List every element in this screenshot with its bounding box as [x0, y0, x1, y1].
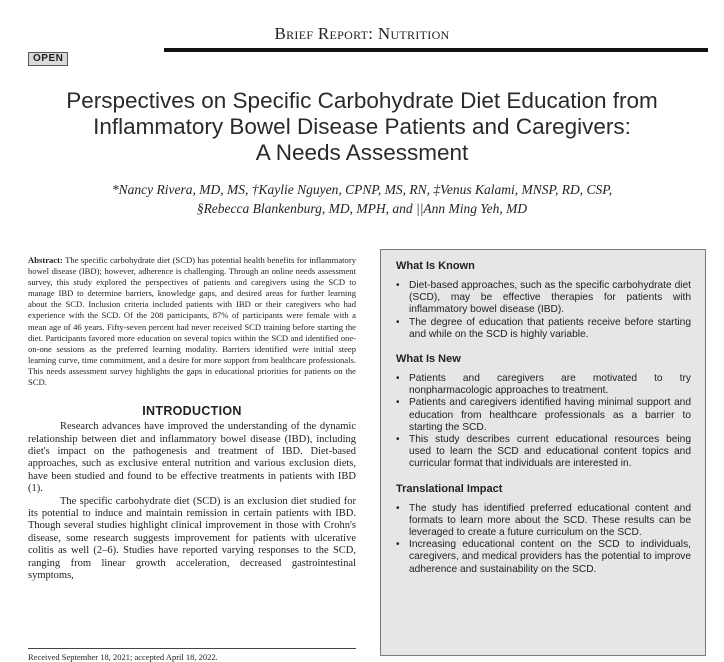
what-is-known-list — [396, 280, 691, 341]
key-points-box — [380, 249, 706, 656]
list-item: • Diet-based approaches, such as the specific carbohydrate diet (SCD), may be effective therapies for patients with inflammatory bowel disease (IBD). — [396, 280, 691, 316]
bullet-icon: • — [396, 373, 400, 385]
title-line: Inflammatory Bowel Disease Patients and Caregivers: — [93, 114, 631, 139]
translational-impact-list — [396, 503, 691, 576]
list-item: • The degree of education that patients receive before starting and while on the SCD is highly variable. — [396, 316, 691, 340]
list-item: • Patients and caregivers are motivated to try nonpharmacologic approaches to treatment. — [396, 373, 691, 397]
author-line: §Rebecca Blankenburg, MD, MPH, and ||Ann Ming Yeh, MD — [196, 201, 528, 216]
author-list — [30, 180, 694, 218]
article-title — [30, 88, 694, 166]
abstract-text: The specific carbohydrate diet (SCD) has potential health benefits for inflammatory bowel disease (IBD); however, adherence is challenging. Through an online needs assessment survey, this study explored the perspectives of patients and caregivers using the SCD to manage IBD to determine barriers, knowledge gaps, and desired areas for further learning about the SCD. Inclusion criteria included patients with IBD or their caregivers who had experience with the SCD. Of the 208 participants, 87% of participants were female with a mean age of 46 years. Fifty-seven percent had never received SCD training before starting the diet. Participants favored more education on several topics within the SCD and identified one-on-one sessions as the preferred learning modality. Barriers identified were initial steep learning curve, time commitment, and a desire for more support from healthcare professionals. This needs assessment survey highlights the gaps in educational priorities for patients on the SCD. — [28, 255, 356, 388]
translational-impact-heading: Translational Impact — [396, 482, 503, 495]
introduction-heading: INTRODUCTION — [142, 404, 242, 419]
list-item: • The study has identified preferred educational content and formats to learn more about the SCD. These results can be leveraged to create a future curriculum on the SCD. — [396, 502, 691, 539]
what-is-known-heading: What Is Known — [396, 260, 475, 272]
bullet-icon: • — [396, 434, 400, 446]
author-line: *Nancy Rivera, MD, MS, †Kaylie Nguyen, CPNP, MS, RN, ‡Venus Kalami, MNSP, RD, CSP, — [111, 182, 613, 197]
bullet-icon: • — [396, 316, 400, 328]
open-access-badge: OPEN — [28, 52, 68, 66]
introduction-paragraph: Research advances have improved the understanding of the dynamic relationship between diet and inflammatory bowel disease (IBD), including diet's impact on the pathogenesis and treatment of IBD. Diet-based approaches, such as exclusive enteral nutrition and various exclusion diets, have been studied and found to be effective treatments in patients with IBD (1). — [28, 421, 356, 495]
abstract — [28, 255, 356, 388]
list-item: • Patients and caregivers identified having minimal support and education from healthcare professionals as a barrier to starting the SCD. — [396, 397, 691, 433]
bullet-icon: • — [396, 539, 400, 551]
title-line: Perspectives on Specific Carbohydrate Diet Education from — [66, 88, 658, 113]
heading-rule — [164, 48, 708, 52]
left-column — [28, 255, 356, 582]
introduction-paragraph: The specific carbohydrate diet (SCD) is an exclusion diet studied for its potential to induce and maintain remission in certain patients with IBD. Though several studies highlight clinical improvement in those with Crohn's disease, some research suggests improvement for patients with ulcerative colitis as well (2–6). Studies have reported varying responses to the SCD, ranging from linear growth acceleration, decreased gastrointestinal symptoms, — [28, 495, 356, 581]
bullet-icon: • — [396, 502, 400, 514]
section-heading: Brief Report: Nutrition — [274, 24, 450, 43]
footnote-rule — [28, 648, 356, 649]
received-footnote: Received September 18, 2021; accepted April 18, 2022. — [28, 652, 218, 662]
abstract-label: Abstract: — [28, 255, 63, 265]
what-is-new-list — [396, 373, 691, 471]
what-is-new-heading: What Is New — [396, 353, 461, 366]
bullet-icon: • — [396, 280, 400, 291]
bullet-icon: • — [396, 397, 400, 409]
title-line: A Needs Assessment — [255, 140, 469, 165]
list-item: • This study describes current educational resources being used to learn the SCD and educational content topics and curricular format that individuals are interested in. — [396, 434, 691, 470]
list-item: • Increasing educational content on the SCD to individuals, caregivers, and medical providers has the potential to improve adherence and sustainability on the SCD. — [396, 539, 691, 575]
